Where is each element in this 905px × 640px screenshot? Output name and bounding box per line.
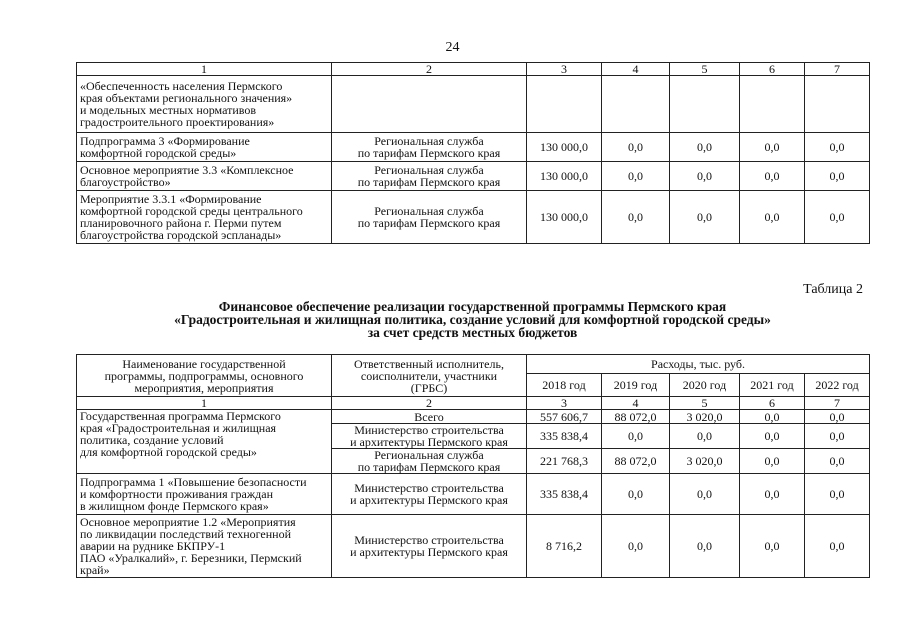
program-name xyxy=(77,133,332,162)
expense-value xyxy=(527,191,602,244)
program-name-text: по ликвидации последствий техногенной xyxy=(80,527,292,541)
expense-value-text: 3 020,0 xyxy=(686,409,723,424)
expense-value xyxy=(805,191,870,244)
expense-value-text: 0,0 xyxy=(764,454,780,468)
program-name-text: комфортной городской среды центрального xyxy=(80,204,303,218)
expense-value-text: 0,0 xyxy=(764,210,780,224)
executor xyxy=(332,515,527,578)
expense-value xyxy=(602,133,670,162)
expense-value-text: 0,0 xyxy=(829,140,845,154)
program-name-text: край» xyxy=(80,563,110,577)
column-number xyxy=(332,63,527,76)
table-title-line: «Градостроительная и жилищная политика, создание условий для комфортной городской среды» xyxy=(174,312,771,327)
executor-text: и архитектуры Пермского края xyxy=(350,493,508,507)
expense-value xyxy=(602,410,670,424)
expense-value-text: 0,0 xyxy=(697,487,712,501)
column-number-text: 1 xyxy=(201,396,207,410)
column-number-text: 1 xyxy=(201,62,207,76)
program-name xyxy=(77,76,332,133)
expense-value xyxy=(670,191,740,244)
year-header xyxy=(527,374,602,397)
expense-value-text: 0,0 xyxy=(628,210,643,224)
expense-value xyxy=(740,133,805,162)
executor-column-header xyxy=(332,355,527,397)
executor xyxy=(332,449,527,474)
program-name-text: «Обеспеченность населения Пермского xyxy=(80,79,283,93)
program-name-text: ПАО «Уралкалий», г. Березники, Пермский xyxy=(80,551,302,565)
table-row xyxy=(77,76,870,133)
expense-value-text: 0,0 xyxy=(829,487,845,501)
expense-value xyxy=(670,474,740,515)
table-row xyxy=(77,474,870,515)
year-header xyxy=(740,374,805,397)
executor-column-header-text: (ГРБС) xyxy=(410,380,448,395)
expense-value xyxy=(805,162,870,191)
executor-text: по тарифам Пермского края xyxy=(357,146,501,160)
header-row xyxy=(77,355,870,374)
column-number-text: 3 xyxy=(561,62,567,76)
expense-value-text: 0,0 xyxy=(697,429,712,443)
program-name-text: Подпрограмма 1 «Повышение безопасности xyxy=(80,475,307,489)
expense-value xyxy=(602,474,670,515)
column-number-text: 6 xyxy=(769,62,775,76)
program-name-text: в жилищном фонде Пермского края» xyxy=(80,499,269,513)
expense-value xyxy=(602,424,670,449)
column-number xyxy=(77,63,332,76)
column-number-text: 4 xyxy=(632,62,639,76)
expense-value-text: 0,0 xyxy=(764,169,780,183)
table-label: Таблица 2 xyxy=(803,282,863,297)
column-number-text: 5 xyxy=(701,396,708,410)
expense-value xyxy=(670,76,740,133)
expense-value xyxy=(670,449,740,474)
expense-value-text: 0,0 xyxy=(697,140,712,154)
program-name-text: и комфортности проживания граждан xyxy=(80,487,274,501)
executor-text: по тарифам Пермского края xyxy=(357,175,501,189)
program-name-text: Подпрограмма 3 «Формирование xyxy=(80,134,250,148)
executor-text: и архитектуры Пермского края xyxy=(350,545,508,559)
expense-value xyxy=(527,76,602,133)
column-number-text: 2 xyxy=(426,396,432,410)
expense-value-text: 0,0 xyxy=(764,487,780,501)
expense-value xyxy=(527,449,602,474)
program-name-text: Мероприятие 3.3.1 «Формирование xyxy=(80,192,262,206)
expense-value xyxy=(527,424,602,449)
executor xyxy=(332,410,527,424)
executor xyxy=(332,162,527,191)
table-row xyxy=(77,162,870,191)
expense-value-text: 335 838,4 xyxy=(540,487,588,501)
executor-column-header-text: соисполнители, участники xyxy=(360,368,498,383)
executor xyxy=(332,76,527,133)
executor xyxy=(332,474,527,515)
expense-value xyxy=(805,424,870,449)
year-header-text: 2022 год xyxy=(815,378,859,392)
program-name xyxy=(77,191,332,244)
column-number-text: 5 xyxy=(701,62,708,76)
expense-value xyxy=(740,515,805,578)
column-number-text: 2 xyxy=(426,62,432,76)
expense-value-text: 0,0 xyxy=(628,140,643,154)
column-number xyxy=(77,397,332,410)
expense-value xyxy=(527,162,602,191)
executor xyxy=(332,191,527,244)
executor-text: Всего xyxy=(414,409,444,424)
expense-value xyxy=(740,449,805,474)
column-number-row xyxy=(77,63,870,76)
year-header xyxy=(805,374,870,397)
expense-value xyxy=(740,474,805,515)
expense-value xyxy=(602,162,670,191)
column-number-text: 3 xyxy=(561,396,567,410)
expense-value-text: 0,0 xyxy=(829,169,845,183)
column-number xyxy=(740,397,805,410)
expense-value-text: 0,0 xyxy=(764,539,780,553)
expense-value-text: 130 000,0 xyxy=(540,169,588,183)
table-title xyxy=(76,300,869,339)
program-name-text: градостроительного проектирования» xyxy=(80,115,275,129)
column-number-text: 4 xyxy=(632,396,639,410)
program-name-text: для комфортной городской среды» xyxy=(80,445,257,459)
expense-value xyxy=(527,474,602,515)
table-row xyxy=(77,410,870,424)
expense-value-text: 0,0 xyxy=(697,210,712,224)
expense-value-text: 0,0 xyxy=(829,539,845,553)
program-name-text: политика, создание условий xyxy=(80,433,224,447)
expense-value-text: 3 020,0 xyxy=(686,454,723,468)
expense-value xyxy=(670,133,740,162)
expense-value xyxy=(805,449,870,474)
program-name-text: края «Градостроительная и жилищная xyxy=(80,421,277,435)
expense-value xyxy=(740,76,805,133)
expense-value-text: 0,0 xyxy=(764,409,780,424)
expense-value xyxy=(740,191,805,244)
expense-value-text: 0,0 xyxy=(764,429,780,443)
executor-text: по тарифам Пермского края xyxy=(357,216,501,230)
expense-value-text: 335 838,4 xyxy=(540,429,588,443)
expense-value xyxy=(805,515,870,578)
year-header-text: 2020 год xyxy=(682,378,727,392)
table-row xyxy=(77,133,870,162)
expense-value-text: 0,0 xyxy=(829,409,845,424)
program-name-text: аварии на руднике БКПРУ-1 xyxy=(80,539,226,553)
expense-value xyxy=(527,410,602,424)
expense-value-text: 0,0 xyxy=(829,210,845,224)
program-name-text: края объектами регионального значения» xyxy=(80,91,293,105)
column-number xyxy=(527,63,602,76)
year-header xyxy=(602,374,670,397)
column-number-text: 6 xyxy=(769,396,775,410)
executor-text: Региональная служба xyxy=(374,204,484,218)
expense-value xyxy=(805,76,870,133)
expense-value-text: 0,0 xyxy=(628,539,643,553)
expense-value xyxy=(602,515,670,578)
column-number xyxy=(527,397,602,410)
year-header-text: 2019 год xyxy=(613,378,658,392)
table-row xyxy=(77,191,870,244)
expense-value-text: 0,0 xyxy=(829,454,845,468)
executor-text: Региональная служба xyxy=(374,448,484,462)
table-title-line: Финансовое обеспечение реализации государственной программы Пермского края xyxy=(218,299,727,314)
column-number xyxy=(740,63,805,76)
expense-value-text: 0,0 xyxy=(829,429,845,443)
expense-value-text: 8 716,2 xyxy=(546,539,582,553)
executor-text: Министерство строительства xyxy=(354,481,504,495)
executor xyxy=(332,133,527,162)
expense-value-text: 0,0 xyxy=(764,140,780,154)
executor-column-header-text: Ответственный исполнитель, xyxy=(354,356,504,371)
expense-value xyxy=(670,515,740,578)
expense-value-text: 221 768,3 xyxy=(540,454,588,468)
expense-value xyxy=(805,133,870,162)
column-number xyxy=(602,63,670,76)
executor xyxy=(332,424,527,449)
name-column-header-text: программы, подпрограммы, основного xyxy=(104,368,304,383)
financing-table xyxy=(76,354,870,578)
column-number-text: 7 xyxy=(834,396,841,410)
name-column-header-text: мероприятия, мероприятия xyxy=(134,380,274,395)
program-name xyxy=(77,515,332,578)
expense-value-text: 0,0 xyxy=(697,169,712,183)
name-column-header-text: Наименование государственной xyxy=(122,356,286,371)
expense-value xyxy=(602,449,670,474)
program-name xyxy=(77,474,332,515)
expense-value xyxy=(527,515,602,578)
expense-value xyxy=(602,76,670,133)
expense-value-text: 88 072,0 xyxy=(614,454,657,468)
program-name-text: благоустройство» xyxy=(80,175,171,189)
expenses-header xyxy=(527,355,870,374)
expense-value xyxy=(740,424,805,449)
expense-value xyxy=(805,410,870,424)
expense-value-text: 0,0 xyxy=(628,429,643,443)
column-number-row xyxy=(77,397,870,410)
program-name-text: благоустройства городской эспланады» xyxy=(80,228,282,242)
expense-value xyxy=(740,410,805,424)
expense-value xyxy=(670,162,740,191)
expense-value-text: 0,0 xyxy=(628,487,643,501)
executor-text: Региональная служба xyxy=(374,134,484,148)
expense-value-text: 130 000,0 xyxy=(540,210,588,224)
expense-value-text: 88 072,0 xyxy=(614,409,657,424)
executor-text: и архитектуры Пермского края xyxy=(350,435,508,449)
table-title-line: за счет средств местных бюджетов xyxy=(367,325,578,340)
executor-text: Министерство строительства xyxy=(354,533,504,547)
column-number xyxy=(670,63,740,76)
expense-value-text: 0,0 xyxy=(697,539,712,553)
year-header-text: 2021 год xyxy=(750,378,794,392)
expense-value xyxy=(805,474,870,515)
program-name-text: Основное мероприятие 1.2 «Мероприятия xyxy=(80,515,296,529)
column-number xyxy=(805,63,870,76)
expense-value xyxy=(740,162,805,191)
program-name xyxy=(77,162,332,191)
column-number xyxy=(332,397,527,410)
year-header-text: 2018 год xyxy=(542,378,586,392)
program-table-continuation xyxy=(76,62,870,244)
table-row xyxy=(77,515,870,578)
executor-text: Региональная служба xyxy=(374,163,484,177)
executor-text: по тарифам Пермского края xyxy=(357,460,501,474)
expense-value xyxy=(670,424,740,449)
program-name-text: комфортной городской среды» xyxy=(80,146,237,160)
column-number xyxy=(805,397,870,410)
program-name xyxy=(77,410,332,474)
expense-value xyxy=(527,133,602,162)
expense-value-text: 557 606,7 xyxy=(540,409,588,424)
name-column-header xyxy=(77,355,332,397)
program-name-text: Государственная программа Пермского xyxy=(80,409,281,423)
program-name-text: и модельных местных нормативов xyxy=(80,103,257,117)
expense-value xyxy=(670,410,740,424)
expense-value-text: 0,0 xyxy=(628,169,643,183)
expense-value-text: 130 000,0 xyxy=(540,140,588,154)
program-name-text: планировочного района г. Перми путем xyxy=(80,216,282,230)
expenses-header-text: Расходы, тыс. руб. xyxy=(651,357,745,371)
column-number xyxy=(670,397,740,410)
column-number-text: 7 xyxy=(834,62,840,76)
column-number xyxy=(602,397,670,410)
program-name-text: Основное мероприятие 3.3 «Комплексное xyxy=(80,163,294,177)
year-header xyxy=(670,374,740,397)
expense-value xyxy=(602,191,670,244)
page-number: 24 xyxy=(445,40,460,55)
executor-text: Министерство строительства xyxy=(354,423,504,437)
